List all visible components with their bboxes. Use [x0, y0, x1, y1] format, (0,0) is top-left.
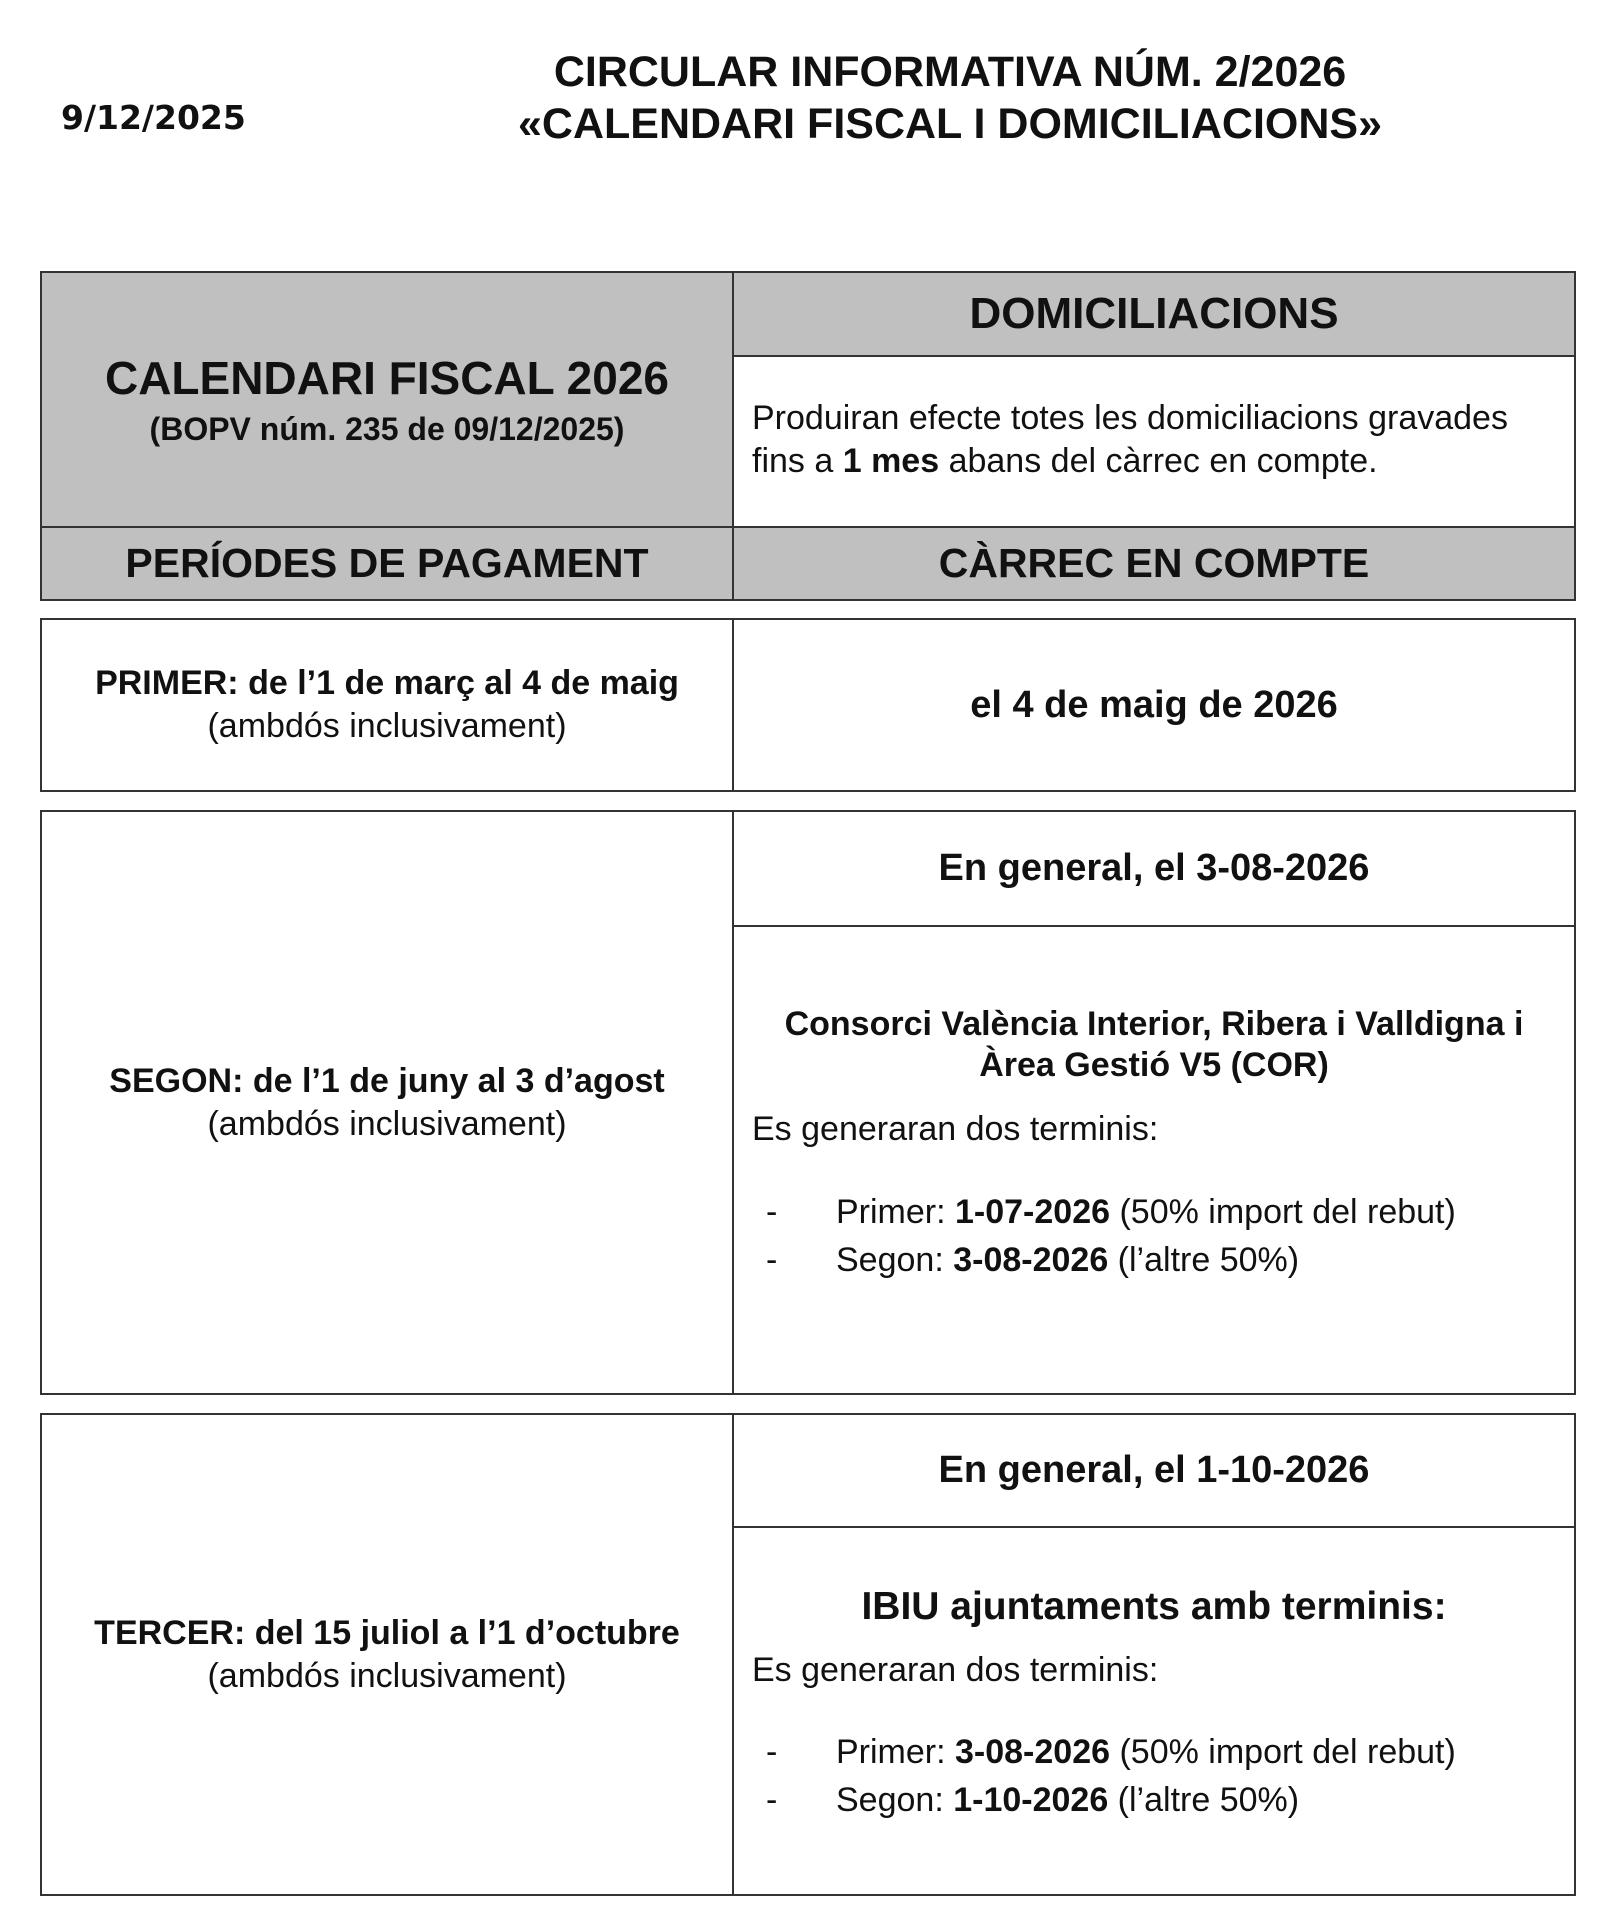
period-2-detail-cell [734, 927, 1574, 1393]
document-title [470, 46, 1430, 150]
period-1-charge-cell [734, 620, 1574, 790]
period-2-general-cell [734, 812, 1574, 925]
calendar-subtitle: (BOPV núm. 235 de 09/12/2025) [149, 411, 625, 447]
period-2-installments [734, 1188, 1574, 1284]
period-2-note: (ambdós inclusivament) [207, 1104, 567, 1143]
period-1-charge-date: el 4 de maig de 2026 [970, 683, 1338, 726]
period-2-range: de l’1 de juny al 3 d’agost [243, 1061, 665, 1100]
period-3-range: del 15 juliol a l’1 d’octubre [245, 1613, 680, 1652]
period-row-2 [40, 810, 1576, 1395]
document-date: 9/12/2025 [61, 98, 246, 137]
title-line-1: CIRCULAR INFORMATIVA NÚM. 2/2026 [553, 48, 1347, 96]
domiciliacions-term: 1 mes [842, 442, 940, 480]
period-1-range: de l’1 de març al 4 de maig [238, 664, 679, 702]
period-2-general: En general, el 3-08-2026 [938, 847, 1370, 889]
calendar-title-cell [42, 273, 732, 526]
column-header-charge: CÀRREC EN COMPTE [734, 528, 1574, 599]
period-2-label-cell [42, 812, 732, 1393]
period-row-1 [40, 618, 1576, 792]
domiciliacions-title: DOMICILIACIONS [969, 289, 1339, 338]
calendar-title: CALENDARI FISCAL 2026 [104, 352, 670, 404]
title-line-2: «CALENDARI FISCAL I DOMICILIACIONS» [517, 100, 1383, 148]
period-3-installments [734, 1728, 1574, 1824]
period-3-label-cell [42, 1415, 732, 1894]
period-3-note: (ambdós inclusivament) [207, 1656, 567, 1695]
period-3-general-cell [734, 1415, 1574, 1526]
period-1-label-cell [42, 620, 732, 790]
period-3-intro: Es generaran dos terminis: [752, 1651, 1159, 1689]
period-2-installment-2: - Segon: 3-08-2026 (l’altre 50%) [766, 1241, 1300, 1279]
period-2-installment-1: - Primer: 1-07-2026 (50% import del rebut) [766, 1193, 1456, 1231]
period-3-general: En general, el 1-10-2026 [938, 1449, 1370, 1491]
period-2-name: SEGON: [109, 1061, 244, 1100]
period-1-name: PRIMER: [95, 664, 239, 702]
period-2-intro: Es generaran dos terminis: [752, 1110, 1159, 1148]
period-3-entity: IBIU ajuntaments amb terminis: [861, 1585, 1447, 1628]
domiciliacions-title-cell [734, 273, 1574, 355]
period-3-name: TERCER: [94, 1613, 246, 1652]
period-1-note: (ambdós inclusivament) [207, 707, 567, 745]
period-3-installment-1: - Primer: 3-08-2026 (50% import del rebut) [766, 1733, 1456, 1771]
period-3-detail-cell [734, 1528, 1574, 1894]
period-3-installment-2: - Segon: 1-10-2026 (l’altre 50%) [766, 1781, 1300, 1819]
period-row-3 [40, 1413, 1576, 1896]
header-table [40, 271, 1576, 601]
period-2-entity: Consorci València Interior, Ribera i Valldigna i Àrea Gestió V5 (COR) [784, 1005, 1524, 1084]
column-header-periods: PERÍODES DE PAGAMENT [42, 528, 732, 599]
domiciliacions-text: Produiran efecte totes les domiciliacions gravades fins a 1 mes abans del càrrec en compte. [752, 399, 1508, 480]
